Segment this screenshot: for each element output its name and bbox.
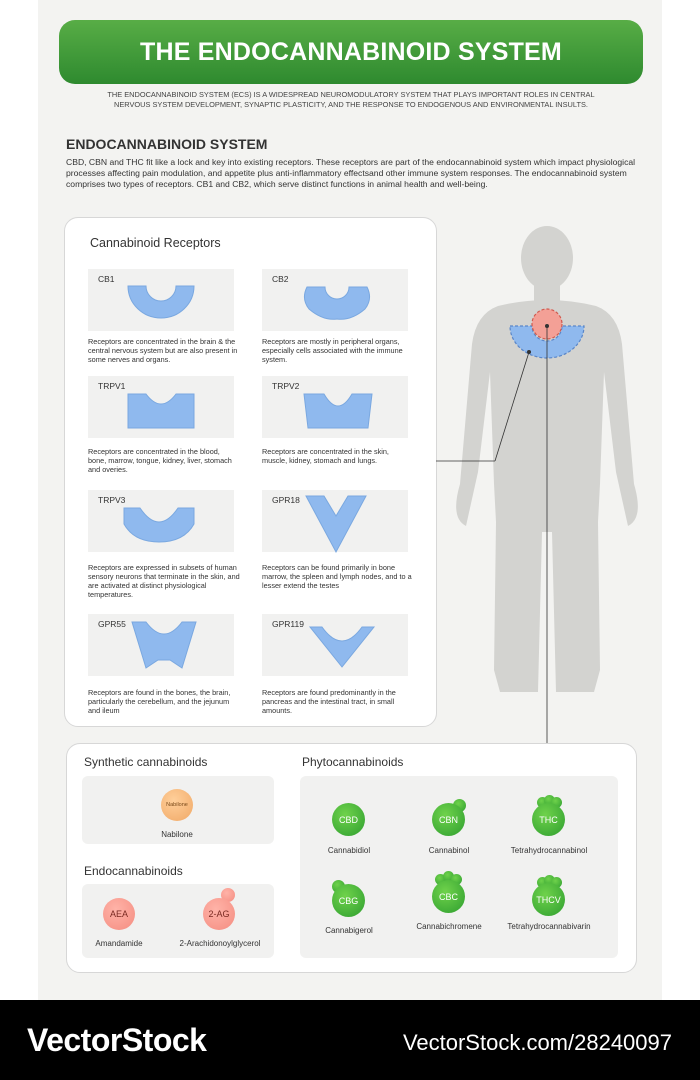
footer-url: VectorStock.com/28240097 xyxy=(402,1030,672,1055)
receptor-desc-cb1: Receptors are concentrated in the brain & the central nervous system but are also present in some nerves and organs. xyxy=(88,337,238,364)
cbn-molecule-icon: CBN xyxy=(432,803,465,836)
nabilone-label: Nabilone xyxy=(161,830,193,839)
aea-molecule-icon: AEA xyxy=(103,898,135,930)
receptor-name-gpr119: GPR119 xyxy=(272,619,304,629)
title-banner xyxy=(59,20,643,84)
receptor-desc-trpv2: Receptors are concentrated in the skin, muscle, kidney, stomach and lungs. xyxy=(262,447,389,465)
footer-bar xyxy=(0,1000,700,1080)
2ag-label: 2-Arachidonoylglycerol xyxy=(179,939,261,948)
receptor-shape-cb1 xyxy=(126,284,196,320)
thcv-label: Tetrahydrocannabivarin xyxy=(507,922,591,931)
cbd-label: Cannabidiol xyxy=(327,846,371,855)
receptor-name-gpr18: GPR18 xyxy=(272,495,300,505)
receptor-desc-gpr18: Receptors can be found primarily in bone marrow, the spleen and lymph nodes, and to a lesser extend the testes xyxy=(262,563,412,590)
page-subtitle: THE ENDOCANNABINOID SYSTEM (ECS) IS A WIDESPREAD NEUROMODULATORY SYSTEM THAT PLAYS IMPORTANT ROLES IN CENTRAL NERVOUS SYSTEM DEVELOPMENT, SYNAPTIC PLASTICITY, AND THE RESPONSE TO ENDOGENOUS AND ENVIRONMENTAL INSULTS. xyxy=(107,90,595,109)
receptor-desc-trpv1: Receptors are concentrated in the blood, bone, marrow, tongue, kidney, liver, stomach and overies. xyxy=(88,447,232,474)
receptor-shape-gpr18 xyxy=(304,494,368,554)
receptor-shape-gpr55 xyxy=(130,620,198,670)
cbd-molecule-icon: CBD xyxy=(332,803,365,836)
receptor-desc-cb2: Receptors are mostly in peripheral organs, especially cells associated with the immune system. xyxy=(262,337,403,364)
receptor-desc-gpr55: Receptors are found in the bones, the brain, particularly the cerebellum, and the jejunum and ileum xyxy=(88,688,231,715)
cbg-label: Cannabigerol xyxy=(325,926,373,935)
receptor-name-trpv2: TRPV2 xyxy=(272,381,300,391)
receptor-name-trpv1: TRPV1 xyxy=(98,381,126,391)
receptor-name-cb2: CB2 xyxy=(272,274,289,284)
page-title: THE ENDOCANNABINOID SYSTEM xyxy=(140,37,562,66)
thc-label: Tetrahydrocannabinol xyxy=(510,846,588,855)
aea-label: Amandamide xyxy=(95,939,143,948)
receptor-shape-trpv1 xyxy=(126,392,196,430)
receptor-desc-trpv3: Receptors are expressed in subsets of human sensory neurons that terminate in the skin, and are activated at distinct physiological temperatures. xyxy=(88,563,240,599)
human-body-illustration xyxy=(440,222,662,752)
receptor-shape-gpr119 xyxy=(308,625,376,669)
receptor-name-trpv3: TRPV3 xyxy=(98,495,126,505)
2ag-molecule-icon: 2-AG xyxy=(203,898,235,930)
intro-title: ENDOCANNABINOID SYSTEM xyxy=(66,136,268,152)
receptor-shape-trpv3 xyxy=(122,506,196,544)
cbn-label: Cannabinol xyxy=(428,846,470,855)
intro-text: CBD, CBN and THC fit like a lock and key into existing receptors. These receptors are part of the endocannabinoid system which impact physiological processes affecting pain modulation, and appetite plus anti-inflammatory effectsand other immune system responses. The endocannabinoid system comprises two types of receptors. CB1 and CB2, which serve distinct functions in animal health and well-being. xyxy=(66,157,636,189)
cbc-molecule-icon: CBC xyxy=(432,880,465,913)
receptor-desc-gpr119: Receptors are found predominantly in the pancreas and the intestinal tract, in small amounts. xyxy=(262,688,396,715)
receptor-name-gpr55: GPR55 xyxy=(98,619,126,629)
nabilone-molecule-icon: Nabilone xyxy=(161,789,193,821)
footer-logo: VectorStock xyxy=(27,1022,207,1058)
endocannabinoids-title: Endocannabinoids xyxy=(84,864,183,878)
receptor-shape-cb2 xyxy=(301,285,373,321)
connector-lines xyxy=(436,455,498,465)
thcv-molecule-icon: THCV xyxy=(532,883,565,916)
synthetic-title: Synthetic cannabinoids xyxy=(84,755,208,769)
cbc-label: Cannabichromene xyxy=(416,922,482,931)
phytocannabinoids-title: Phytocannabinoids xyxy=(302,755,404,769)
cbg-molecule-icon: CBG xyxy=(332,884,365,917)
receptors-title: Cannabinoid Receptors xyxy=(90,236,221,250)
receptor-shape-trpv2 xyxy=(302,392,374,430)
thc-molecule-icon: THC xyxy=(532,803,565,836)
receptor-name-cb1: CB1 xyxy=(98,274,115,284)
